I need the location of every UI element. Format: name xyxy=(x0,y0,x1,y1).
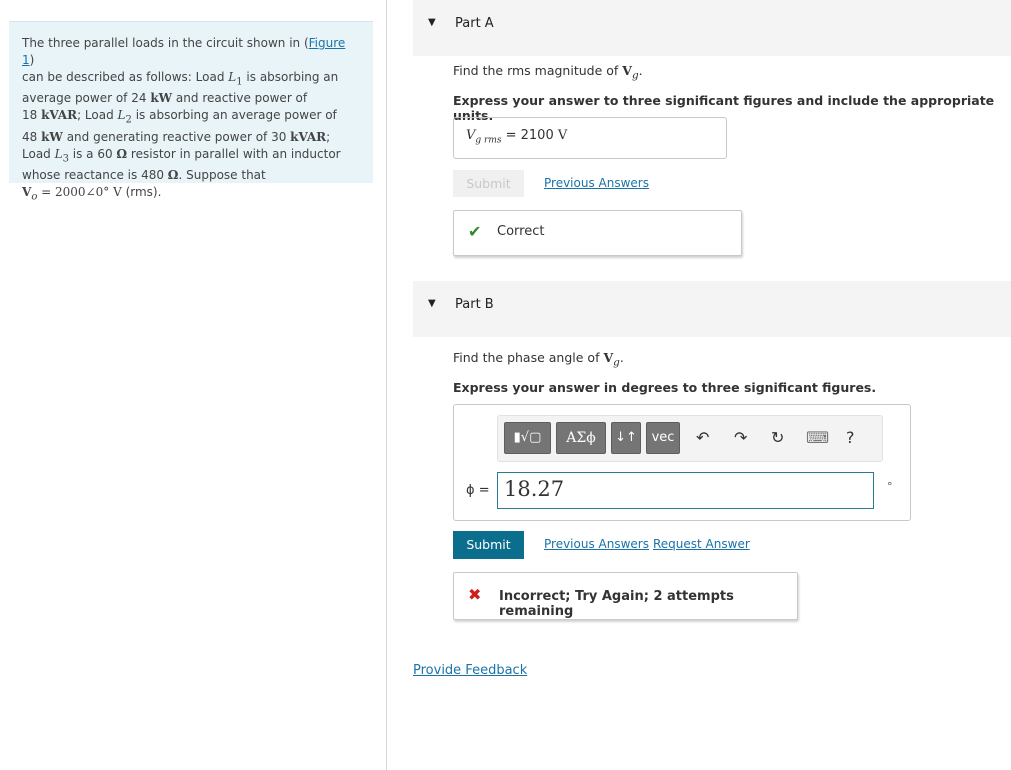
problem-text: is absorbing an xyxy=(242,70,339,84)
keyboard-icon[interactable]: ⌨ xyxy=(806,428,830,447)
unit-kw: kW xyxy=(150,91,173,106)
vector-button[interactable]: vec xyxy=(646,422,680,454)
problem-line-5 xyxy=(22,129,361,146)
column-divider xyxy=(386,0,387,770)
part-b-instruction: Express your answer in degrees to three significant figures. xyxy=(453,380,877,395)
problem-line-3 xyxy=(22,90,361,107)
problem-line-6 xyxy=(22,146,361,167)
load-subscript: 2 xyxy=(125,114,132,126)
part-a-answer xyxy=(466,128,567,146)
request-answer-link[interactable]: Request Answer xyxy=(653,537,750,551)
degree-unit: ° xyxy=(887,480,893,493)
problem-text: Load xyxy=(22,146,55,161)
unit-kvar: kVAR xyxy=(290,129,327,144)
problem-line-7 xyxy=(22,167,361,184)
load-subscript: 1 xyxy=(236,76,243,88)
cross-icon: ✖ xyxy=(468,585,482,604)
part-b-header[interactable] xyxy=(413,281,1011,337)
problem-text: is absorbing an average power of xyxy=(131,108,337,123)
problem-text: is a 60 xyxy=(68,146,117,161)
check-icon: ✔ xyxy=(468,222,482,241)
answer-equals: = xyxy=(501,128,521,143)
feedback-message: Incorrect; Try Again; 2 attempts remaining xyxy=(499,589,734,619)
greek-symbols-button[interactable]: ΑΣϕ xyxy=(556,422,606,454)
problem-statement xyxy=(9,21,373,203)
figure-link[interactable]: Figure 1 xyxy=(22,36,346,67)
part-b-feedback xyxy=(453,572,798,620)
problem-text: and generating reactive power of 30 xyxy=(62,129,291,144)
math-editor xyxy=(453,404,911,521)
part-a-prompt xyxy=(453,63,643,82)
redo-icon[interactable]: ↷ xyxy=(734,428,748,447)
part-b-submit-button[interactable]: Submit xyxy=(453,531,524,559)
problem-text: average power of 24 xyxy=(22,91,151,106)
templates-button[interactable]: ▮√▢ xyxy=(504,422,551,454)
load-symbol: L xyxy=(117,108,126,123)
answer-variable: V xyxy=(466,128,476,143)
provide-feedback-link[interactable]: Provide Feedback xyxy=(413,663,528,678)
prompt-text: Find the phase angle of xyxy=(453,350,604,365)
part-a-submit-button[interactable]: Submit xyxy=(453,170,524,197)
editor-toolbar xyxy=(497,415,883,462)
unit-kw: kW xyxy=(41,129,63,144)
problem-text: ) xyxy=(29,53,35,67)
voltage-symbol: V xyxy=(22,185,32,200)
problem-text: 48 xyxy=(22,129,42,144)
part-a-instruction: Express your answer to three significant figures and include the appropriate units. xyxy=(453,93,995,123)
reset-icon[interactable]: ↻ xyxy=(771,428,785,447)
phase-angle-input[interactable]: 18.27 xyxy=(497,472,874,509)
load-symbol: L xyxy=(228,70,237,84)
problem-line-4 xyxy=(22,107,361,128)
prompt-text: Find the rms magnitude of xyxy=(453,63,623,78)
problem-text: (rms). xyxy=(121,185,162,200)
phi-label: ϕ = xyxy=(466,483,490,498)
problem-text: can be described as follows: Load xyxy=(22,70,229,84)
variable-symbol: V xyxy=(603,350,614,365)
help-icon[interactable]: ? xyxy=(846,428,855,447)
undo-icon[interactable]: ↶ xyxy=(696,428,710,447)
unit-ohm: Ω xyxy=(116,146,128,161)
problem-text: 18 xyxy=(22,108,42,123)
prompt-text: . xyxy=(619,350,624,365)
unit-ohm: Ω xyxy=(167,168,179,183)
problem-text: ; Load xyxy=(77,108,118,123)
variable-symbol: V xyxy=(622,63,632,78)
problem-line-2 xyxy=(22,69,361,90)
answer-unit: V xyxy=(557,128,568,143)
part-b-previous-answers-link[interactable]: Previous Answers xyxy=(544,537,649,551)
answer-subscript: g rms xyxy=(475,135,502,146)
load-subscript: 3 xyxy=(62,153,69,165)
part-a-header[interactable] xyxy=(413,0,1011,56)
problem-line-1 xyxy=(22,35,361,69)
prompt-text: . xyxy=(638,63,643,78)
part-a-previous-answers-link[interactable]: Previous Answers xyxy=(544,176,649,190)
problem-text: and reactive power of xyxy=(172,91,308,106)
unit-kvar: kVAR xyxy=(41,108,78,123)
part-b-prompt xyxy=(453,350,624,369)
problem-text: whose reactance is 480 xyxy=(22,168,168,183)
variable-subscript: g xyxy=(613,356,620,369)
problem-line-8 xyxy=(22,184,361,205)
part-a-title: Part A xyxy=(455,16,494,31)
feedback-message: Correct xyxy=(497,224,545,239)
voltage-subscript: o xyxy=(31,191,38,203)
part-a-answer-box xyxy=(453,117,727,159)
problem-text: ; xyxy=(326,129,331,144)
part-b-title: Part B xyxy=(455,297,494,312)
variable-subscript: g xyxy=(631,69,639,82)
problem-text: The three parallel loads in the circuit shown in ( xyxy=(22,36,309,50)
problem-text: . Suppose that xyxy=(178,168,266,183)
collapse-caret-icon[interactable]: ▼ xyxy=(428,17,436,28)
load-symbol: L xyxy=(54,146,63,161)
arrows-button[interactable]: ↓↑ xyxy=(611,422,641,454)
part-a-feedback xyxy=(453,210,742,256)
problem-text: resistor in parallel with an inductor xyxy=(127,146,341,161)
collapse-caret-icon[interactable]: ▼ xyxy=(428,298,436,309)
voltage-value: = 2000∠0° V xyxy=(37,185,122,200)
answer-value: 2100 xyxy=(520,128,558,143)
